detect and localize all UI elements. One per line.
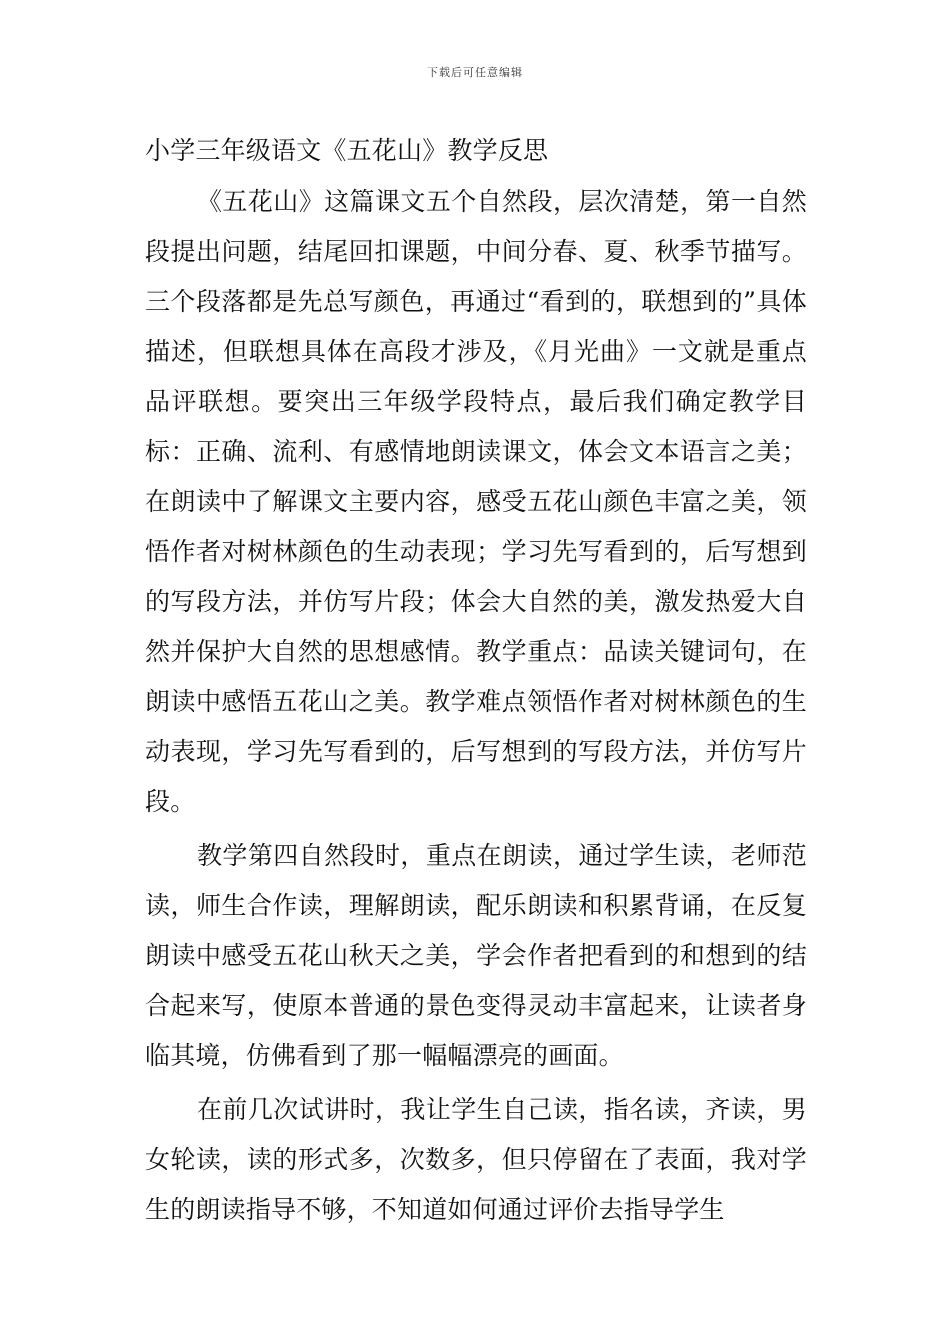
paragraph-3: 在前几次试讲时，我让学生自己读，指名读，齐读，男女轮读，读的形式多，次数多，但只停留在了表面，我对学生的朗读指导不够，不知道如何通过评价去指导学生 [145, 1095, 807, 1224]
paragraph-2: 教学第四自然段时，重点在朗读，通过学生读，老师范读，师生合作读，理解朗读，配乐朗读和积累背诵，在反复朗读中感受五花山秋天之美，学会作者把看到的和想到的结合起来写，使原本普通的景色变得灵动丰富起来，让读者身临其境，仿佛看到了那一幅幅漂亮的画面。 [145, 841, 807, 1070]
document-title: 小学三年级语文《五花山》教学反思 [145, 136, 549, 165]
paragraph-1: 《五花山》这篇课文五个自然段，层次清楚，第一自然段提出问题，结尾回扣课题，中间分春、夏、秋季节描写。三个段落都是先总写颜色，再通过“看到的，联想到的”具体描述，但联想具体在高段才涉及，《月光曲》一文就是重点品评联想。要突出三年级学段特点，最后我们确定教学目标：正确、流利、有感情地朗读课文，体会文本语言之美；在朗读中了解课文主要内容，感受五花山颜色丰富之美，领悟作者对树林颜色的生动表现；学习先写看到的，后写想到的写段方法，并仿写片段；体会大自然的美，激发热爱大自然并保护大自然的思想感情。教学重点：品读关键词句，在朗读中感悟五花山之美。教学难点领悟作者对树林颜色的生动表现，学习先写看到的，后写想到的写段方法，并仿写片段。 [145, 187, 807, 816]
document-body [145, 127, 807, 1239]
page-header: 下载后可任意编辑 [427, 66, 523, 79]
